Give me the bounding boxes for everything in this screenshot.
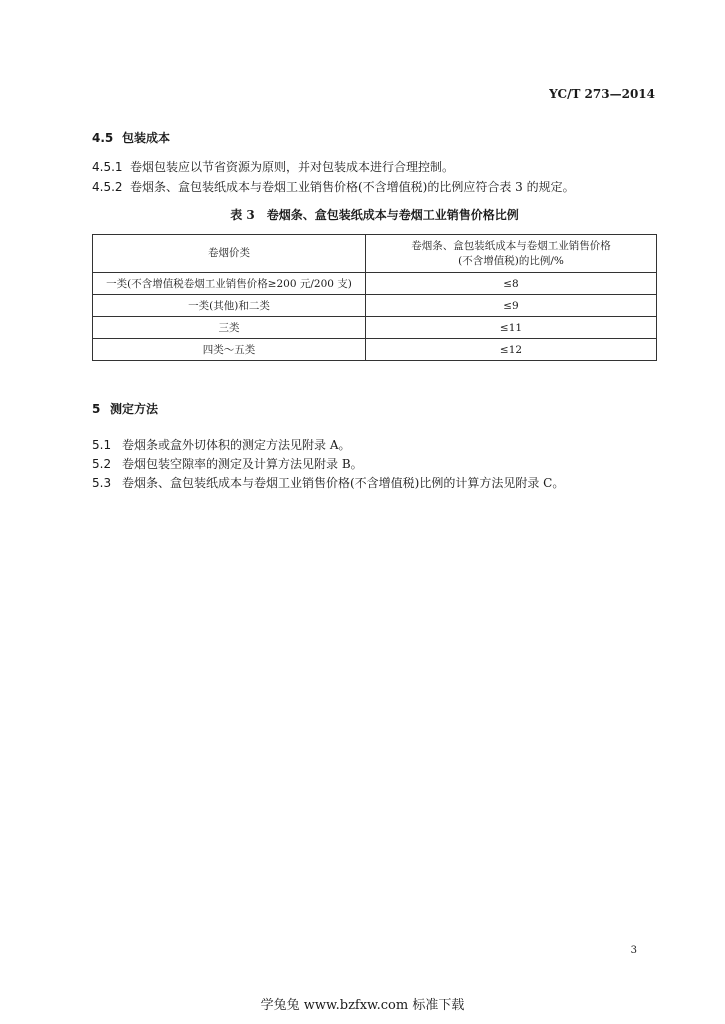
table-row: [93, 273, 657, 295]
cell-category: 一类(不含增值税卷烟工业销售价格≥200 元/200 支): [93, 273, 366, 295]
standard-code: YC/T 273—2014: [549, 87, 655, 101]
section-5-heading: [92, 400, 158, 417]
clause-text: 卷烟包装应以节省资源为原则，并对包装成本进行合理控制。: [130, 160, 455, 174]
clause-text: 卷烟条或盒外切体积的测定方法见附录 A。: [122, 438, 351, 452]
clause-number: 4.5.2: [92, 180, 123, 194]
header-ratio: [366, 235, 657, 273]
section-title: 包装成本: [122, 131, 171, 145]
clause-4-5-2: [92, 178, 575, 195]
header-ratio-line2: (不含增值税)的比例/%: [458, 254, 564, 267]
cell-category: 四类～五类: [93, 339, 366, 361]
cell-category: 三类: [93, 317, 366, 339]
cell-category: 一类(其他)和二类: [93, 295, 366, 317]
cell-ratio: ≤9: [366, 295, 657, 317]
header-ratio-line1: 卷烟条、盒包装纸成本与卷烟工业销售价格: [411, 239, 611, 252]
section-title: 测定方法: [110, 402, 159, 416]
clause-text: 卷烟条、盒包装纸成本与卷烟工业销售价格(不含增值税)的比例应符合表 3 的规定。: [130, 180, 575, 194]
clause-text: 卷烟包装空隙率的测定及计算方法见附录 B。: [122, 457, 363, 471]
clause-number: 5.1: [92, 438, 112, 452]
clause-number: 5.2: [92, 457, 112, 471]
section-number: 5: [92, 402, 101, 416]
table-3: [92, 234, 657, 361]
table-row: [93, 317, 657, 339]
clause-number: 5.3: [92, 476, 112, 490]
cell-ratio: ≤11: [366, 317, 657, 339]
section-4-5-heading: [92, 129, 170, 146]
header-price-category: 卷烟价类: [93, 235, 366, 273]
cell-ratio: ≤12: [366, 339, 657, 361]
clause-5-1: [92, 436, 350, 453]
table-row: [93, 339, 657, 361]
clause-5-2: [92, 455, 363, 472]
clause-4-5-1: [92, 158, 454, 175]
table-row: [93, 295, 657, 317]
clause-5-3: [92, 474, 564, 491]
clause-number: 4.5.1: [92, 160, 123, 174]
page-number: 3: [630, 945, 637, 956]
clause-text: 卷烟条、盒包装纸成本与卷烟工业销售价格(不含增值税)比例的计算方法见附录 C。: [122, 476, 565, 490]
table-caption: 表 3 卷烟条、盒包装纸成本与卷烟工业销售价格比例: [230, 208, 519, 222]
footer-watermark: 学兔兔 www.bzfxw.com 标准下载: [260, 998, 465, 1013]
section-number: 4.5: [92, 131, 114, 145]
cell-ratio: ≤8: [366, 273, 657, 295]
table-header-row: [93, 235, 657, 273]
